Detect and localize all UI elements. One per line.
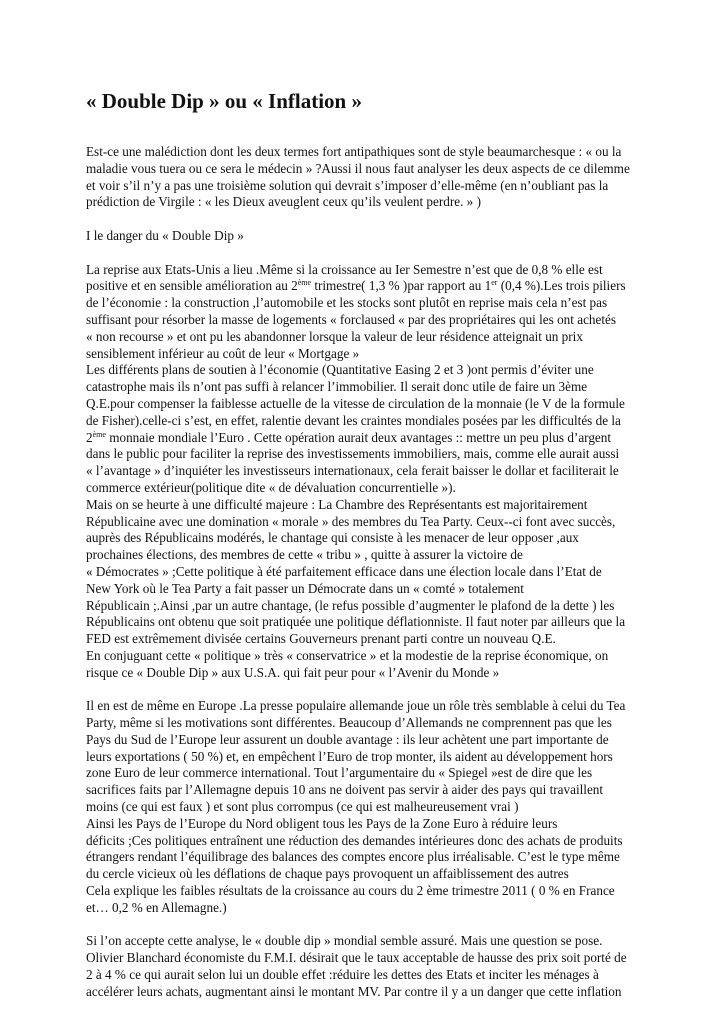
superscript: ème [92,429,106,439]
text-line: Q.E.pour compenser la faiblesse actuelle de la vitesse de circulation de la monnaie (le V de la formule [86,395,625,411]
superscript: ème [297,278,312,288]
text-line: Mais on se heurte à une difficulté majeure : La Chambre des Représentants est majoritairement [86,496,588,512]
text-line: 2ème monnaie mondiale l’Euro . Cette opération aurait deux avantages :: mettre un peu plus d’argent [86,429,612,445]
text-line: et… 0,2 % en Allemagne.) [86,899,227,915]
text-line: moins (ce qui est faux ) et sont plus corrompus (ce qui est malheureusement vrai ) [86,799,519,815]
text-line: commerce extérieur(politique dite « de dévaluation concurrentielle »). [86,479,456,495]
text-line: étrangers rendant l’équilibrage des balances des comptes encore plus irréalisable. C’est le type même [86,849,620,865]
paragraph-gap [86,245,644,262]
text-line: Il en est de même en Europe .La presse populaire allemande joue un rôle très semblable à celui du Tea [86,698,626,714]
text-line: Républicain ;.Ainsi ,par un autre chantage, (le refus possible d’augmenter le plafond de la dette ) les [86,597,615,613]
text-line: New York où le Tea Party a fait passer un Démocrate dans un « comté » totalement [86,580,524,596]
text-line: Party, même si les motivations sont différentes. Beaucoup d’Allemands ne comprennent pas que les [86,715,612,731]
text-line: de l’économie : la construction ,l’automobile et les stocks sont plutôt en reprise mais cela n’est pas [86,295,608,311]
text-line: suffisant pour résorber la masse de logements « forclaused « par des propriétaires qui les ont achetés [86,311,617,327]
text-line: « l’avantage » d’inquiéter les investisseurs internationaux, cela ferait baisser le dollar et faciliterait le [86,463,619,479]
text-line: auprès des Républicains modérés, le chantage qui consiste à les menacer de leur opposer ,aux [86,530,579,546]
text-line: déficits ;Ces politiques entraînent une réduction des demandes intérieures donc des achats de produits [86,832,623,848]
text-line: « Démocrates » ;Cette politique à été parfaitement efficace dans une élection locale dans l’Etat de [86,563,602,579]
text-line: de Fisher).celle-ci s’est, en effet, ralentie devant les craintes mondiales posées par les difficultés de la [86,412,621,428]
text-line: La reprise aux Etats-Unis a lieu .Même si la croissance au Ier Semestre n’est que de 0,8 % elle est [86,261,603,277]
text-line: et voir s’il n’y a pas une troisième solution qui devrait s’imposer d’elle-même (en n’oubliant pas la [86,177,609,193]
document-title: « Double Dip » ou « Inflation » [86,89,362,113]
document-body [86,144,644,1001]
text-line: sacrifices faits par l’Allemagne depuis 10 ans ne doivent pas servir à aider des pays qui travaillent [86,782,604,798]
paragraph-gap [86,211,644,228]
text-line: Olivier Blanchard économiste du F.M.I. désirait que le taux acceptable de hausse des prix soit porté de [86,950,627,966]
text-line: Pays du Sud de l’Europe leur assurent un double avantage : ils leur achètent une part importante de [86,731,609,747]
text-line: prédiction de Virgile : « les Dieux aveuglent ceux qu’ils veulent perdre. » ) [86,194,481,210]
superscript: er [491,278,498,288]
text-line: Les différents plans de soutien à l’économie (Quantitative Easing 2 et 3 )ont permis d’éviter une [86,362,594,378]
text-line: Ainsi les Pays de l’Europe du Nord obligent tous les Pays de la Zone Euro à réduire leurs [86,815,558,831]
paragraph-gap [86,682,644,699]
text-line: dans le public pour faciliter la reprise des investissements immobiliers, mais, comme elle aurait aussi [86,446,620,462]
text-line: I le danger du « Double Dip » [86,227,244,243]
text-line: catastrophe mais ils n’ont pas suffi à relancer l’immobilier. Il serait donc utile de faire un 3ème [86,379,588,395]
text-line: Républicains ont obtenu que soit pratiquée une politique déflationniste. Il faut noter par ailleurs que la [86,614,626,630]
text-line: du cercle vicieux où les déflations de chaque pays provoquent un affaiblissement des autres [86,866,569,882]
text-line: Cela explique les faibles résultats de la croissance au cours du 2 ème trimestre 2011 ( 0 % en France [86,883,615,899]
text-line: zone Euro de leur commerce international. Tout l’argumentaire du « Spiegel »est de dire que les [86,765,593,781]
paragraph-gap [86,917,644,934]
text-line: Si l’on accepte cette analyse, le « double dip » mondial semble assuré. Mais une question se pose. [86,933,603,949]
text-line: accélérer leurs achats, augmentant ainsi le montant MV. Par contre il y a un danger que cette inflation [86,983,622,999]
text-line: leurs exportations ( 50 %) et, en empêchent l’Euro de trop monter, ils aident au développement hors [86,748,613,764]
text-line: positive et en sensible amélioration au 2ème trimestre( 1,3 % )par rapport au 1er (0,4 %).Les trois piliers [86,278,626,294]
text-line: FED est extrêmement divisée certains Gouverneurs prenant parti contre un nouveau Q.E. [86,631,556,647]
text-line: Est-ce une malédiction dont les deux termes fort antipathiques sont de style beaumarchesque : « ou la [86,144,622,159]
text-line: risque ce « Double Dip » aux U.S.A. qui fait peur pour « l’Avenir du Monde » [86,664,500,680]
text-line: « non recourse » et ont pu les abandonner lorsque la valeur de leur résidence atteignait un prix [86,328,583,344]
text-line: Républicaine avec une domination « morale » des membres du Tea Party. Ceux--ci font avec succès, [86,513,616,529]
text-line: maladie vous tuera ou ce sera le médecin » ?Aussi il nous faut analyser les deux aspects de ce dilemme [86,160,630,176]
text-line: sensiblement inférieur au coût de leur « Mortgage » [86,345,360,361]
text-line: prochaines élections, des membres de cette « tribu » , quitte à assurer la victoire de [86,547,523,563]
text-line: En conjuguant cette « politique » très « conservatrice » et la modestie de la reprise économique, on [86,647,609,663]
text-line: 2 à 4 % ce qui aurait selon lui un double effet :réduire les dettes des Etats et inciter les ménages à [86,967,599,983]
